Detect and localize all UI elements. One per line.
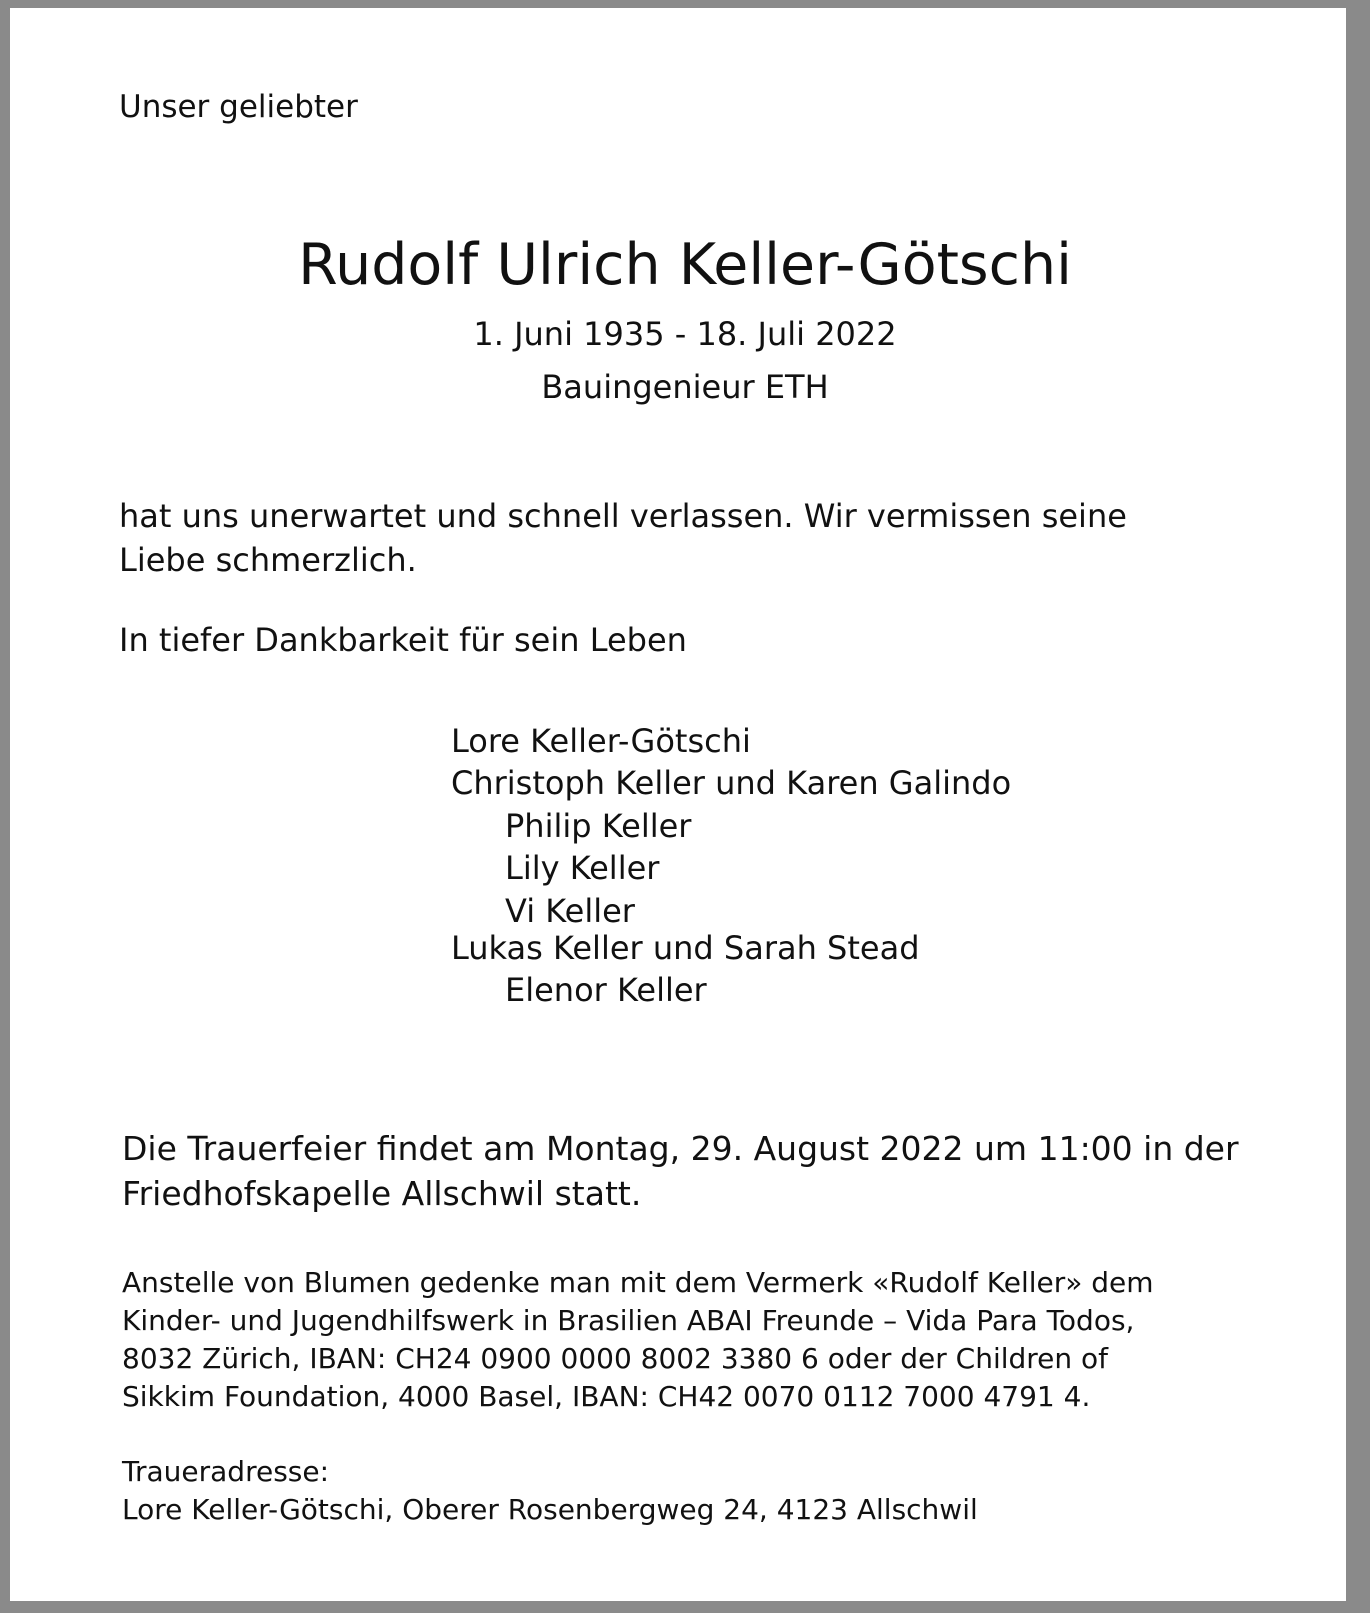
- intro-text: Unser geliebter: [119, 89, 358, 125]
- gratitude-line: In tiefer Dankbarkeit für sein Leben: [119, 621, 687, 659]
- family-member: Lore Keller-Götschi: [451, 722, 751, 760]
- donation-line: 8032 Zürich, IBAN: CH24 0900 0000 8002 3380 6 oder der Children of: [122, 1342, 1109, 1375]
- family-member: Elenor Keller: [505, 971, 707, 1009]
- family-member: Lily Keller: [505, 849, 660, 887]
- message-line: Liebe schmerzlich.: [119, 541, 417, 579]
- message-paragraph: [119, 494, 1127, 582]
- service-info: [122, 1126, 1239, 1216]
- deceased-name: Rudolf Ulrich Keller-Götschi: [298, 232, 1072, 298]
- service-line: Die Trauerfeier findet am Montag, 29. August 2022 um 11:00 in der: [122, 1129, 1239, 1168]
- service-line: Friedhofskapelle Allschwil statt.: [122, 1174, 642, 1213]
- family-member: Philip Keller: [505, 807, 692, 845]
- donation-line: Anstelle von Blumen gedenke man mit dem Vermerk «Rudolf Keller» dem: [122, 1266, 1154, 1299]
- family-member: Vi Keller: [505, 892, 635, 930]
- donation-info: [122, 1264, 1154, 1416]
- life-dates: 1. Juni 1935 - 18. Juli 2022: [473, 315, 897, 353]
- family-member: Lukas Keller und Sarah Stead: [451, 929, 920, 967]
- address-label: Traueradresse:: [122, 1455, 330, 1488]
- mourning-address: Lore Keller-Götschi, Oberer Rosenbergweg 24, 4123 Allschwil: [122, 1493, 978, 1526]
- family-member: Christoph Keller und Karen Galindo: [451, 764, 1012, 802]
- profession: Bauingenieur ETH: [541, 368, 829, 406]
- message-line: hat uns unerwartet und schnell verlassen. Wir vermissen seine: [119, 497, 1127, 535]
- donation-line: Sikkim Foundation, 4000 Basel, IBAN: CH42 0070 0112 7000 4791 4.: [122, 1380, 1091, 1413]
- donation-line: Kinder- und Jugendhilfswerk in Brasilien ABAI Freunde – Vida Para Todos,: [122, 1304, 1135, 1337]
